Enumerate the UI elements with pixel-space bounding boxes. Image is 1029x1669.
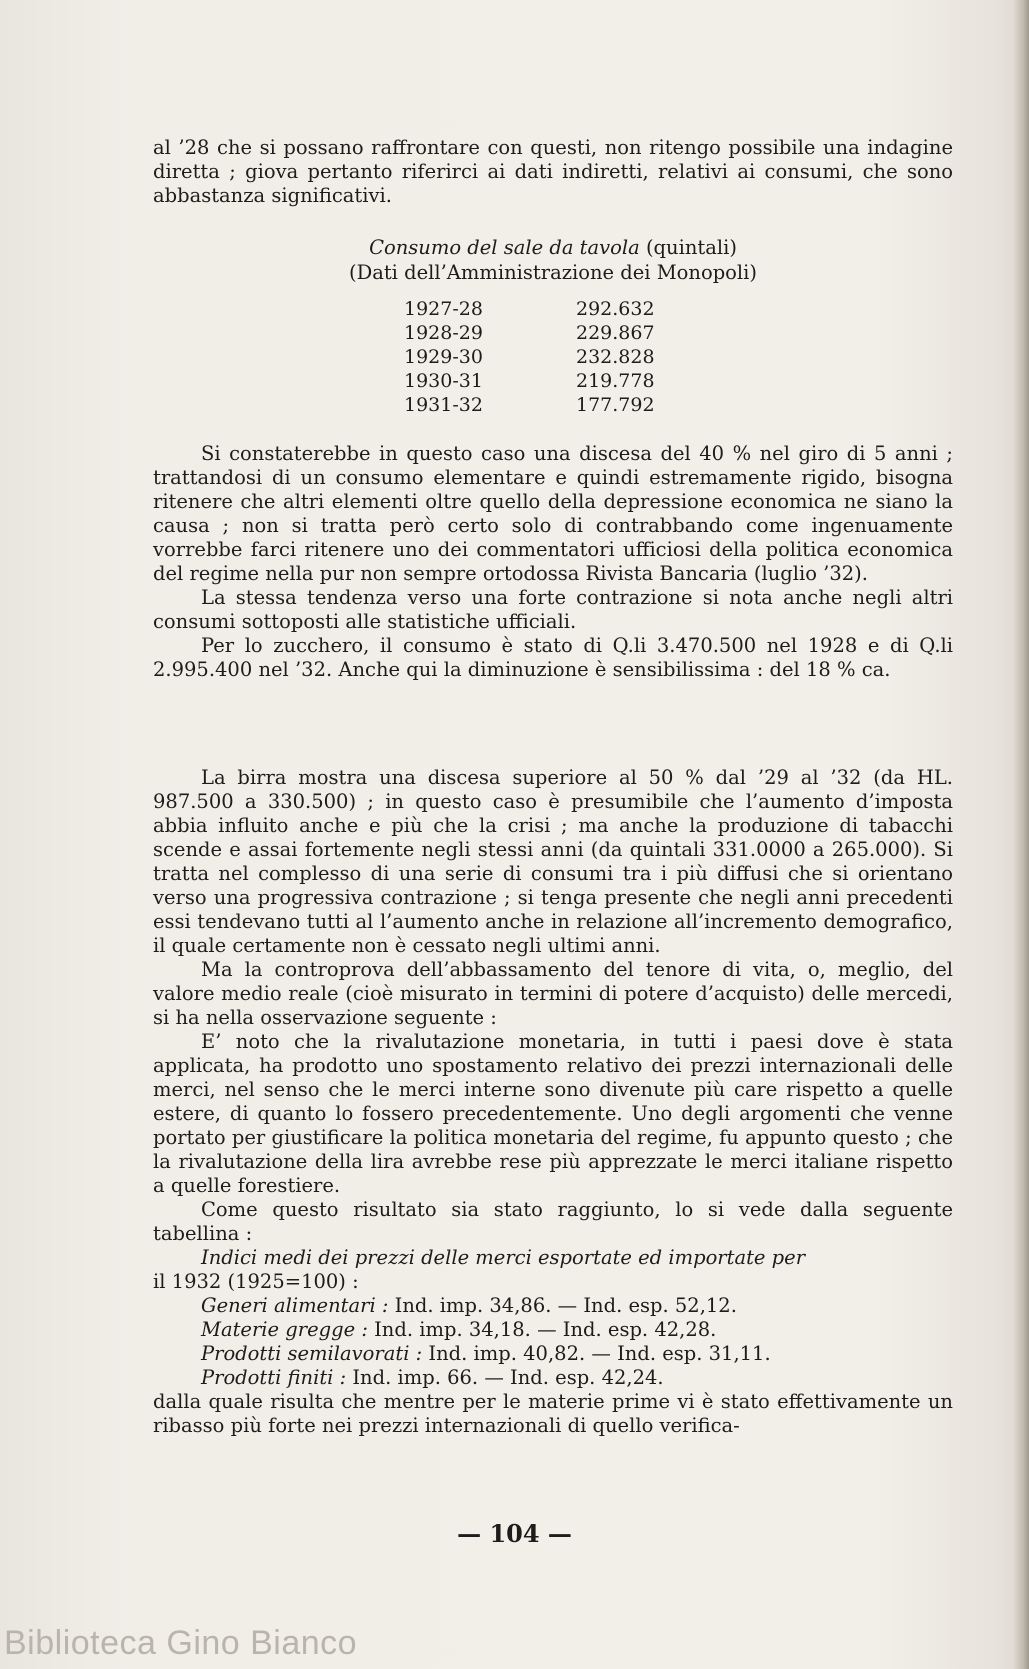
table-row (404, 321, 655, 345)
salt-analysis-paragraph: Si constaterebbe in questo caso una discesa del 40 % nel giro di 5 anni ; trattandosi di un consumo elementare e quindi estremamente rigido, bisogna ritenere che altri elementi oltre quello della depressione economica ne siano la causa ; non si tratta però certo solo di contrabbando come ingenuamente vorrebbe farci ritenere uno dei commentatori ufficiosi della politica economica del regime nella pur non sempre ortodossa Rivista Bancaria (luglio ’32). (153, 442, 953, 585)
index-values: Ind. imp. 34,86. — Ind. esp. 52,12. (394, 1294, 737, 1317)
table-intro-paragraph: Come questo risultato sia stato raggiunto, lo si vede dalla seguente tabellina : (153, 1198, 953, 1245)
page-edge-shadow (1013, 0, 1029, 1669)
year-cell: 1931-32 (404, 394, 483, 416)
index-values: Ind. imp. 66. — Ind. esp. 42,24. (352, 1366, 664, 1389)
page-number: — 104 — (457, 1519, 572, 1548)
other-consumption-paragraph: La stessa tendenza verso una forte contrazione si nota anche negli altri consumi sottoposti alle statistiche ufficiali. (153, 586, 953, 633)
list-item (153, 1294, 953, 1318)
salt-table-title (153, 235, 953, 260)
table-row (404, 345, 655, 369)
index-category: Prodotti finiti : (201, 1366, 347, 1389)
table-row (404, 297, 655, 321)
salt-table-subtitle: (Dati dell’Amministrazione dei Monopoli) (348, 261, 758, 284)
revaluation-paragraph: E’ noto che la rivalutazione monetaria, in tutti i paesi dove è stata applicata, ha prodotto uno spostamento relativo dei prezzi internazionali delle merci, nel senso che le merci interne sono divenute più care rispetto a quelle estere, di quanto lo fossero precedentemente. Uno degli argomenti che venne portato per giustificare la politica monetaria del regime, fu appunto questo ; che la rivalutazione della lira avrebbe rese più apprezzate le merci italiane rispetto a quelle forestiere. (153, 1030, 953, 1197)
closing-paragraph: dalla quale risulta che mentre per le materie prime vi è stato effettivamente un ribasso più forte nei prezzi internazionali di quello verifica- (153, 1390, 953, 1437)
salt-table-title-italic: Consumo del sale da tavola (369, 236, 640, 259)
main-paragraphs (153, 766, 953, 1438)
index-category: Generi alimentari : (201, 1294, 389, 1317)
value-cell: 229.867 (576, 322, 655, 344)
table-row (404, 393, 655, 417)
value-cell: 232.828 (576, 346, 655, 368)
beer-tobacco-paragraph: La birra mostra una discesa superiore al 50 % dal ’29 al ’32 (da HL. 987.500 a 330.500) ; in questo caso è presumibile che l’aumento d’imposta abbia influito anche e più che la crisi ; ma anche la produzione di tabacchi scende e assai fortemente negli stessi anni (da quintali 331.0000 a 265.000). Si tratta nel complesso di una serie di consumi tra i più diffusi che si orientano verso una progressiva contrazione ; si tenga presente che negli anni precedenti essi tendevano tutti al l’aumento anche in relazione all’incremento demografico, il quale certamente non è cessato negli ultimi anni. (153, 766, 953, 957)
index-values: Ind. imp. 40,82. — Ind. esp. 31,11. (428, 1342, 771, 1365)
year-cell: 1927-28 (404, 298, 483, 320)
index-category: Prodotti semilavorati : (201, 1342, 423, 1365)
price-index-list (153, 1294, 953, 1390)
salt-table-heading (153, 235, 953, 285)
price-index-title (153, 1246, 953, 1270)
library-watermark: Biblioteca Gino Bianco (4, 1624, 358, 1662)
list-item (153, 1342, 953, 1366)
sugar-paragraph: Per lo zucchero, il consumo è stato di Q.li 3.470.500 nel 1928 e di Q.li 2.995.400 nel ’32. Anche qui la diminuzione è sensibilissima : del 18 % ca. (153, 634, 953, 681)
year-cell: 1930-31 (404, 370, 483, 392)
list-item (153, 1318, 953, 1342)
value-cell: 219.778 (576, 370, 655, 392)
salt-consumption-table (404, 297, 655, 417)
consumption-paragraphs (153, 442, 953, 682)
index-category: Materie gregge : (201, 1318, 368, 1341)
value-cell: 292.632 (576, 298, 655, 320)
year-cell: 1928-29 (404, 322, 483, 344)
value-cell: 177.792 (576, 394, 655, 416)
living-standard-paragraph: Ma la controprova dell’abbassamento del tenore di vita, o, meglio, del valore medio reale (cioè misurato in termini di potere d’acquisto) delle mercedi, si ha nella osservazione seguente : (153, 958, 953, 1029)
year-cell: 1929-30 (404, 346, 483, 368)
price-index-title-rest: il 1932 (1925=100) : (153, 1270, 359, 1293)
price-index-title-italic: Indici medi dei prezzi delle merci esportate ed importate per (201, 1246, 806, 1269)
intro-text: al ’28 che si possano raffrontare con questi, non ritengo possibile una indagine diretta ; giova pertanto riferirci ai dati indiretti, relativi ai consumi, che sono abbastanza significativi. (153, 136, 953, 207)
table-row (404, 369, 655, 393)
list-item (153, 1366, 953, 1390)
index-values: Ind. imp. 34,18. — Ind. esp. 42,28. (374, 1318, 717, 1341)
intro-paragraph (153, 136, 953, 208)
salt-table-unit: (quintali) (645, 236, 737, 259)
